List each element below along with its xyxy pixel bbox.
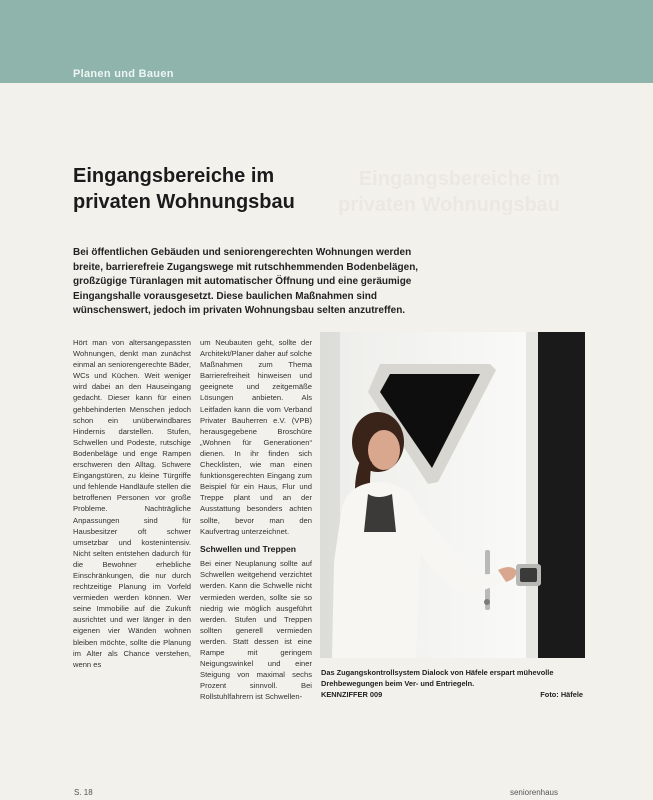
body-paragraph-3: Bei einer Neuplanung sollte auf Schwellen weitgehend verzichtet werden. Kann die Schwelle nicht vermieden werden, sollte sie so niedrig wie möglich ausgeführt werden. Stufen und Treppen sollten generell vermieden werden. Statt dessen ist eine Rampe mit geringem Neigungswinkel und einer Steigung von maximal sechs Prozent sinnvoll. Bei Rollstuhlfahrern ist Schwellen- bbox=[200, 559, 312, 702]
page-number: S. 18 bbox=[74, 788, 93, 797]
title-line-2: privaten Wohnungsbau bbox=[73, 191, 295, 213]
article-lead: Bei öffentlichen Gebäuden und seniorengerechten Wohnungen werden breite, barrierefreie Zugangswege mit rutschhemmenden Bodenbelägen, großzügige Türanlagen mit automatischer Öffnung und eine geräumige Eingangshalle vorausgesetzt. Diese baulichen Maßnahmen sind wünschenswert, jedoch im privaten Wohnungsbau selten anzutreffen. bbox=[73, 247, 419, 317]
photo-caption: Das Zugangskontrollsystem Dialock von Häfele erspart mühevolle Drehbewegungen beim Ver- und Entriegeln. bbox=[321, 668, 554, 688]
bleed-line-1: Eingangsbereiche im bbox=[358, 168, 560, 190]
body-paragraph-1: Hört man von altersangepassten Wohnungen, denkt man zunächst einmal an seniorengerechte Bäder, WCs und Küchen. Weit weniger wird dabei an den Hauseingang gedacht. Dieser kann für einen gehbehinderten Menschen jedoch schon ein unüberwindbares Hindernis darstellen. Stufen, Schwellen und Podeste, rutschige Bodenbeläge und enge Rampen erschweren den Alltag. Schwere Eingangstüren, zu kleine Türgriffe und fehlende Handläufe stellen die betroffenen Personen vor große Probleme. Nachträgliche Anpassungen sind für Hausbesitzer oft schwer umsetzbar und kostenintensiv. Nicht selten entstehen dadurch für die Bewohner erhebliche Einschränkungen, die nur durch rechtzeitige Planung im Vorfeld vermieden werden können. Wer seine Immobilie auf die Zukunft ausrichtet und wer länger in den eigenen vier Wänden wohnen bleiben möchte, sollte die Planung im Alter als Chance verstehen, wenn es bbox=[73, 338, 191, 669]
magazine-brand: seniorenhaus bbox=[509, 788, 558, 797]
title-line-1: Eingangsbereiche im bbox=[73, 165, 275, 187]
caption-credit-row bbox=[321, 689, 583, 700]
text-column-1 bbox=[73, 337, 191, 670]
article-photo bbox=[320, 332, 585, 658]
bleed-through-text bbox=[300, 166, 560, 218]
door-photo-illustration bbox=[320, 332, 585, 658]
subheading: Schwellen und Treppen bbox=[200, 543, 296, 554]
photo-caption-block bbox=[321, 667, 583, 700]
text-column-2 bbox=[200, 337, 312, 703]
body-paragraph-2: um Neubauten geht, sollte der Architekt/Planer daher auf solche Maßnahmen zum Thema Barrierefreiheit hinweisen und geeignete und zeitgemäße Lösungen anbieten. Als Leitfaden kann die vom Verband Privater Bauherren e.V. (VPB) herausgegebene Broschüre „Wohnen für Generationen“ dienen. In ihr finden sich Checklisten, wie man einen funktionsgerechten Eingang zum Beispiel für ein Haus, Flur und Treppe plant und an der Ausstattung besonders achten sollte, bevor man den Kaufvertrag unterzeichnet. bbox=[200, 338, 312, 536]
bleed-line-2: privaten Wohnungsbau bbox=[338, 194, 560, 216]
photo-credit: Foto: Häfele bbox=[540, 690, 583, 699]
section-label: Planen und Bauen bbox=[73, 68, 174, 80]
reference-number: KENNZIFFER 009 bbox=[321, 690, 383, 699]
